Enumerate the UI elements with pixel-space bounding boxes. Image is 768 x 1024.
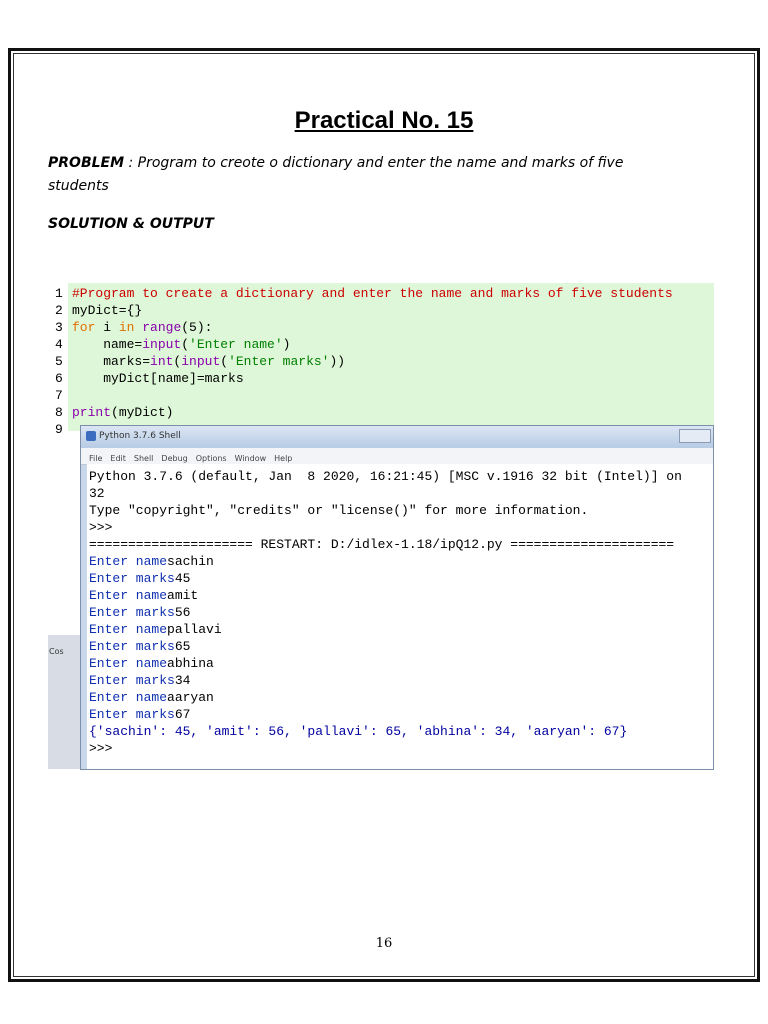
shell-menu-item[interactable]: Help <box>274 454 293 463</box>
shell-io-line: Enter marks65 <box>89 639 191 654</box>
background-window-edge <box>48 635 81 769</box>
window-controls[interactable] <box>679 429 711 443</box>
shell-banner-2: 32 <box>89 486 105 501</box>
line-number: 4 <box>55 337 63 352</box>
shell-io-line: Enter namepallavi <box>89 622 222 637</box>
line-number: 9 <box>55 422 63 437</box>
line-number: 1 <box>55 286 63 301</box>
page-title: Practical No. 15 <box>294 107 474 134</box>
shell-menu-item[interactable]: Shell <box>133 454 154 463</box>
python-shell-window <box>80 425 714 770</box>
shell-output[interactable] <box>87 464 713 769</box>
problem-sep: : <box>124 155 138 171</box>
background-window-label: Cos <box>49 647 64 656</box>
shell-menu-item[interactable]: Window <box>234 454 267 463</box>
line-number: 5 <box>55 354 63 369</box>
shell-banner-3: Type "copyright", "credits" or "license()" for more information. <box>89 503 589 518</box>
shell-io-line: Enter marks67 <box>89 707 191 722</box>
code-line-8: print(myDict) <box>72 405 174 420</box>
shell-menu-item[interactable]: Edit <box>110 454 126 463</box>
shell-io-line: Enter marks34 <box>89 673 191 688</box>
shell-title-bar <box>81 426 713 448</box>
shell-restart-line: ===================== RESTART: D:/idlex-1.18/ipQ12.py ===================== <box>89 537 675 552</box>
shell-io-line: Enter nameabhina <box>89 656 214 671</box>
shell-io-line: Enter nameamit <box>89 588 199 603</box>
shell-menu-item[interactable]: Options <box>195 454 227 463</box>
shell-menu-item[interactable]: Debug <box>161 454 188 463</box>
line-number: 7 <box>55 388 63 403</box>
shell-result: {'sachin': 45, 'amit': 56, 'pallavi': 65, 'abhina': 34, 'aaryan': 67} <box>89 724 628 739</box>
code-line-6: myDict[name]=marks <box>72 371 244 386</box>
line-number: 6 <box>55 371 63 386</box>
problem-label: PROBLEM <box>48 155 125 171</box>
shell-io-line: Enter namesachin <box>89 554 214 569</box>
page-number: 16 <box>375 936 393 951</box>
code-line-4: name=input('Enter name') <box>72 337 291 352</box>
shell-io-line: Enter marks56 <box>89 605 191 620</box>
shell-banner-1: Python 3.7.6 (default, Jan 8 2020, 16:21:45) [MSC v.1916 32 bit (Intel)] on <box>89 469 682 484</box>
code-line-2: myDict={} <box>72 303 143 318</box>
shell-prompt: >>> <box>89 520 113 535</box>
code-line-1: #Program to create a dictionary and enter the name and marks of five students <box>72 286 673 301</box>
problem-statement <box>48 152 688 198</box>
shell-io-line: Enter nameaaryan <box>89 690 214 705</box>
shell-menu-item[interactable]: File <box>89 454 103 463</box>
shell-menubar <box>81 448 713 465</box>
line-number: 8 <box>55 405 63 420</box>
shell-window-title: Python 3.7.6 Shell <box>99 431 181 441</box>
line-number: 3 <box>55 320 63 335</box>
shell-io-line: Enter marks45 <box>89 571 191 586</box>
problem-text: Program to creote o dictionary and enter the name and marks of five students <box>48 155 624 194</box>
code-line-5: marks=int(input('Enter marks')) <box>72 354 346 369</box>
code-line-3: for i in range(5): <box>72 320 213 335</box>
python-icon <box>86 431 96 441</box>
solution-heading: SOLUTION & OUTPUT <box>48 216 214 232</box>
line-number: 2 <box>55 303 63 318</box>
shell-final-prompt: >>> <box>89 741 113 756</box>
